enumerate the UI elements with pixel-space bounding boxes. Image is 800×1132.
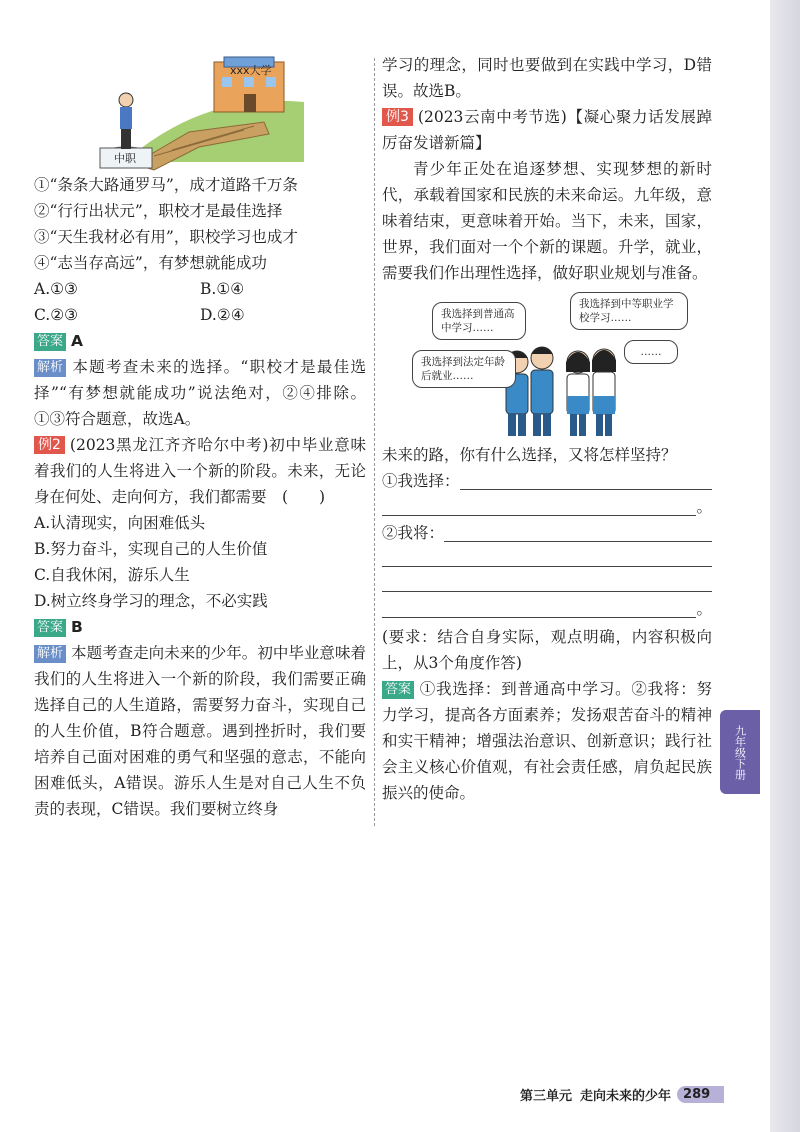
career-path-illustration: [94, 52, 366, 172]
page-edge: [770, 0, 800, 1132]
page-footer: [520, 1080, 724, 1108]
blank-line[interactable]: [382, 571, 712, 592]
student-2: [531, 347, 553, 436]
answer-tag: 答案: [34, 333, 66, 351]
example-2-choice-b: B.努力奋斗，实现自己的人生价值: [34, 540, 268, 558]
example-3-title: (2023云南中考节选)【凝心聚力话发展踔厉奋发谱新篇】: [382, 108, 712, 152]
answer-requirement: (要求：结合自身实际，观点明确，内容积极向上，从3个角度作答): [382, 628, 712, 672]
answer-tag: 答案: [382, 681, 414, 699]
speech-bubble-vocational: 我选择到中等职业学校学习……: [570, 292, 688, 330]
column-divider: [374, 58, 375, 826]
example-3-tag: 例3: [382, 108, 413, 126]
answer-line-will-4: [382, 596, 712, 622]
statement-4: ④“志当存高远”，有梦想就能成功: [34, 254, 267, 272]
q2-label: ②我将：: [382, 524, 445, 542]
footer-unit: 第三单元: [520, 1088, 573, 1104]
university-sign: xxx大学: [230, 64, 272, 77]
students-illustration: [382, 292, 712, 442]
period: 。: [696, 600, 712, 618]
student-3: [566, 351, 590, 436]
right-column: [382, 52, 712, 806]
analysis-1-text: 本题考查未来的选择。“职校才是最佳选择”“有梦想就能成功”说法绝对，②④排除。①③符合题意，故选A。: [34, 358, 366, 428]
footer-section: 走向未来的少年: [580, 1088, 672, 1104]
statement-2: ②“行行出状元”，职校才是最佳选择: [34, 202, 283, 220]
answer-line-will-3: [382, 571, 712, 596]
answer-line-will-2: [382, 546, 712, 571]
answer-1: [34, 328, 366, 354]
analysis-2-text: 本题考查走向未来的少年。初中毕业意味着我们的人生将进入一个新的阶段，我们需要正确选择自己的人生道路，需要努力奋斗，实现自己的人生价值，B符合题意。遇到挫折时，我们要培养自己面对困难的勇气和坚强的意志，不能向困难低头，A错误。游乐人生是对自己人生不负责的表现，C错误。我们要树立终身: [34, 644, 366, 818]
blank-line[interactable]: [460, 469, 712, 490]
answer-line-will: [382, 520, 712, 546]
statement-1: ①“条条大路通罗马”，成才道路千万条: [34, 176, 298, 194]
answer-line-choose: [382, 468, 712, 494]
speech-bubble-ellipsis: ……: [624, 340, 678, 364]
analysis-tag: 解析: [34, 645, 66, 663]
choice-a: A.①③: [34, 280, 78, 298]
answer-3-text: ①我选择：到普通高中学习。②我将：努力学习，提高各方面素养；发扬艰苦奋斗的精神和实干精神；增强法治意识、创新意识；践行社会主义核心价值观，有社会责任感，肩负起民族振兴的使命。: [382, 680, 712, 802]
answer-line-choose-2: [382, 494, 712, 520]
example-2: [34, 432, 366, 510]
page-number: 289: [677, 1086, 724, 1103]
student-4: [592, 349, 616, 436]
blank-line[interactable]: [382, 546, 712, 567]
answer-tag: 答案: [34, 619, 66, 637]
grade-side-tab: 九年级下册: [720, 710, 760, 794]
speech-bubble-high-school: 我选择到普通高中学习……: [432, 302, 526, 340]
example-2-choice-d: D.树立终身学习的理念，不必实践: [34, 592, 268, 610]
left-column: [34, 52, 366, 822]
blank-line[interactable]: [382, 597, 696, 618]
analysis-2: [34, 640, 366, 822]
example-3-paragraph: 青少年正处在追逐梦想、实现梦想的新时代，承载着国家和民族的未来命运。九年级，意味着结束，更意味着开始。当下，未来，国家，世界，我们面对一个个新的课题。升学，就业，需要我们作出理性选择，做好职业规划与准备。: [382, 160, 712, 282]
blank-line[interactable]: [444, 521, 712, 542]
choices-row-1: [34, 276, 366, 302]
statement-3: ③“天生我材必有用”，职校学习也成才: [34, 228, 298, 246]
example-2-tag: 例2: [34, 436, 65, 454]
choices-row-2: [34, 302, 366, 328]
example-3-question: 未来的路，你有什么选择，又将怎样坚持？: [382, 446, 677, 464]
answer-2: [34, 614, 366, 640]
analysis-tag: 解析: [34, 359, 66, 377]
answer-1-value: A: [71, 332, 84, 350]
answer-3: [382, 676, 712, 806]
analysis-1: [34, 354, 366, 432]
example-2-choice-c: C.自我休闲，游乐人生: [34, 566, 190, 584]
example-2-choice-a: A.认清现实，向困难低头: [34, 514, 206, 532]
blank-line[interactable]: [382, 495, 696, 516]
vocational-label: 中职: [114, 152, 136, 165]
example-2-stem: (2023黑龙江齐齐哈尔中考)初中毕业意味着我们的人生将进入一个新的阶段。未来，无论身在何处、走向何方，我们都需要 ( ): [34, 436, 366, 506]
example-3-header: [382, 104, 712, 156]
choice-d: D.②④: [200, 306, 245, 324]
q1-label: ①我选择：: [382, 472, 460, 490]
analysis-2-continued: 学习的理念，同时也要做到在实践中学习，D错误。故选B。: [382, 56, 712, 100]
choice-c: C.②③: [34, 306, 79, 324]
answer-2-value: B: [71, 618, 83, 636]
choice-b: B.①④: [200, 280, 245, 298]
period: 。: [696, 498, 712, 516]
speech-bubble-employment: 我选择到法定年龄后就业……: [412, 350, 516, 388]
